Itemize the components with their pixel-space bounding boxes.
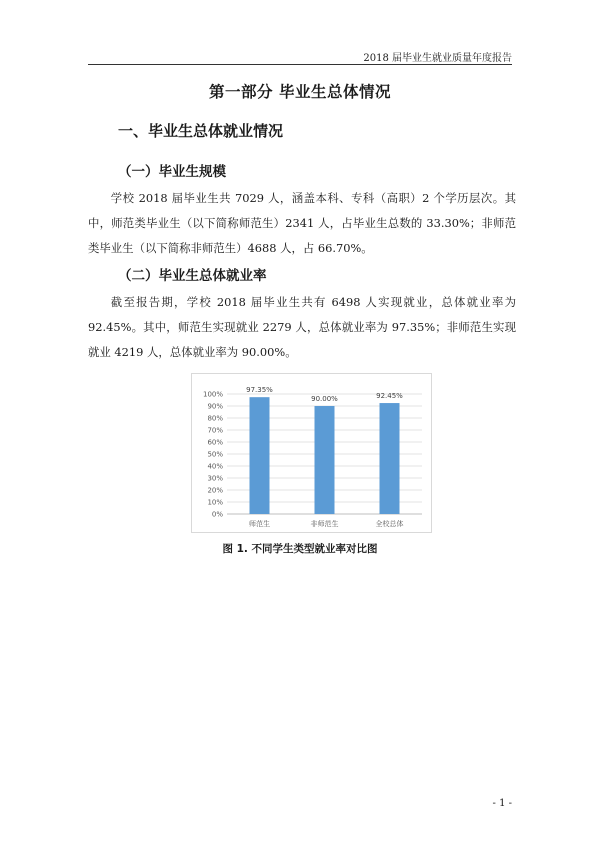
x-tick-label: 全校总体 bbox=[375, 520, 404, 528]
subsection-title-scale: （一）毕业生规模 bbox=[118, 164, 226, 180]
main-title: 第一部分 毕业生总体情况 bbox=[209, 83, 391, 101]
y-tick-label: 50% bbox=[207, 450, 223, 459]
page-number: - 1 - bbox=[492, 798, 512, 809]
y-tick-label: 40% bbox=[207, 462, 223, 471]
subsection-title-employment-rate: （二）毕业生总体就业率 bbox=[118, 268, 267, 284]
y-tick-label: 70% bbox=[207, 426, 223, 435]
chart-svg bbox=[192, 374, 431, 532]
y-tick-label: 100% bbox=[202, 390, 223, 399]
bar-1 bbox=[315, 406, 335, 514]
paragraph-employment-rate: 截至报告期，学校 2018 届毕业生共有 6498 人实现就业，总体就业率为 92.45%。其中，师范生实现就业 2279 人，总体就业率为 97.35%；非师范生实现就业 4219 人，总体就业率为 90.00%。 bbox=[88, 295, 516, 359]
running-header: 2018 届毕业生就业质量年度报告 bbox=[363, 53, 512, 64]
y-tick-label: 30% bbox=[207, 474, 223, 483]
section-title: 一、毕业生总体就业情况 bbox=[118, 122, 284, 140]
figure-caption: 图 1. 不同学生类型就业率对比图 bbox=[222, 543, 378, 555]
employment-rate-chart bbox=[191, 373, 432, 533]
y-tick-label: 60% bbox=[207, 438, 223, 447]
y-tick-label: 0% bbox=[211, 510, 223, 519]
x-tick-label: 非师范生 bbox=[310, 520, 339, 528]
header-rule bbox=[88, 64, 512, 65]
data-label: 90.00% bbox=[311, 395, 338, 403]
y-tick-label: 20% bbox=[207, 486, 223, 495]
bar-0 bbox=[250, 397, 270, 514]
y-tick-label: 90% bbox=[207, 402, 223, 411]
y-tick-label: 80% bbox=[207, 414, 223, 423]
data-label: 92.45% bbox=[376, 392, 403, 401]
y-tick-label: 10% bbox=[207, 498, 223, 507]
bar-2 bbox=[380, 403, 400, 514]
paragraph-scale: 学校 2018 届毕业生共 7029 人，涵盖本科、专科（高职）2 个学历层次。其中，师范类毕业生（以下简称师范生）2341 人，占毕业生总数的 33.30%；非师范类毕业生（以下简称非师范生）4688 人，占 66.70%。 bbox=[88, 191, 516, 255]
data-label: 97.35% bbox=[246, 386, 273, 395]
x-tick-label: 师范生 bbox=[249, 520, 270, 528]
